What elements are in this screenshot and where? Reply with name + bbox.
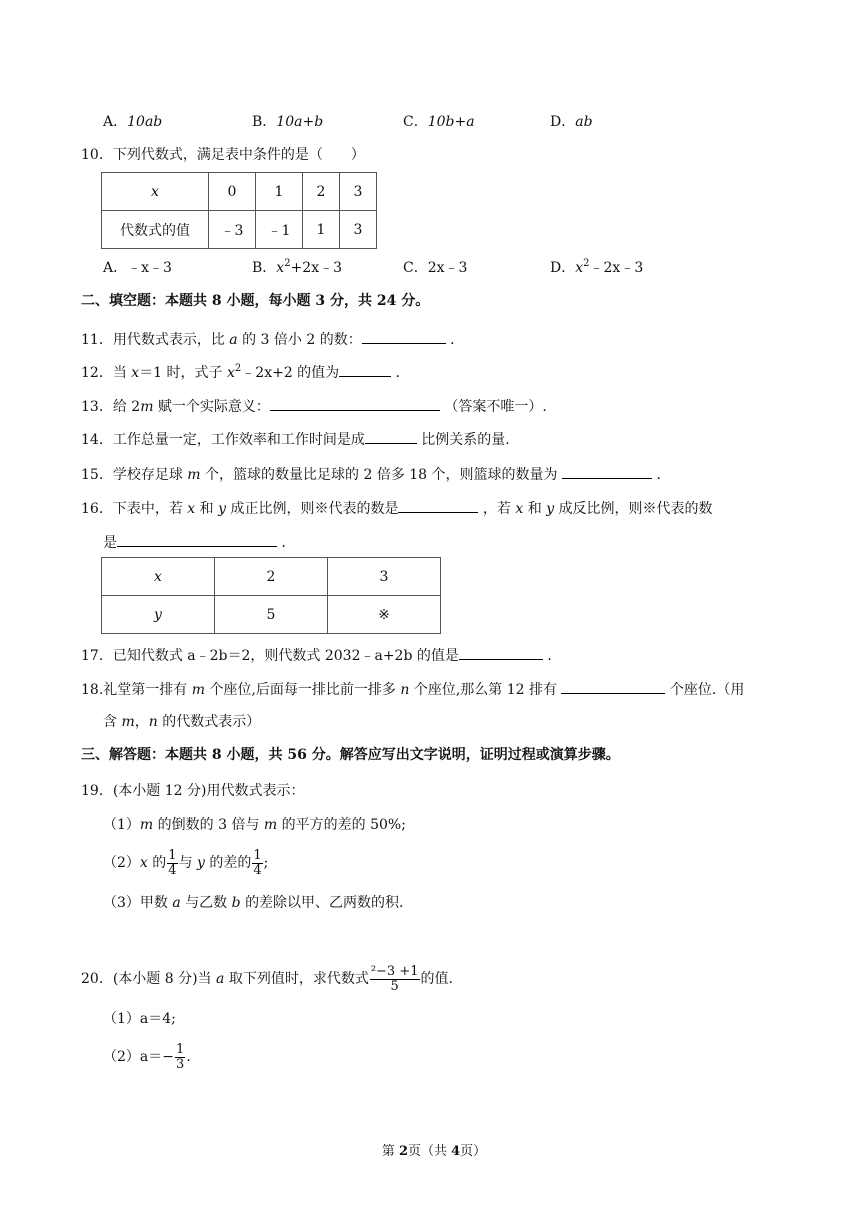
q10-option-c: C．2x﹣3: [403, 260, 468, 276]
q18-line-1: 18.礼堂第一排有 m 个座位,后面每一排比前一排多 n 个座位,那么第 12 排有 个座位.（用: [81, 679, 744, 699]
q14: 14．工作总量一定，工作效率和工作时间是成 比例关系的量.: [81, 429, 510, 449]
q19-part-1: （1）m 的倒数的 3 倍与 m 的平方的差的 50%;: [103, 817, 406, 833]
q10-question: 10．下列代数式，满足表中条件的是（ ）: [81, 147, 365, 163]
table-cell: ﹣3: [209, 211, 256, 249]
table-cell: x: [102, 558, 215, 596]
answer-blank: [561, 679, 665, 694]
q10-option-b: B．$x^2+2x﹣3$: [252, 258, 343, 276]
fraction-one-quarter: $\frac{1}{4}$: [168, 847, 177, 878]
q16-table: [101, 557, 441, 634]
table-cell: x: [102, 173, 209, 211]
q16-line-2: 是 ．: [103, 532, 295, 552]
answer-blank: [398, 498, 478, 513]
table-cell: 2: [303, 173, 340, 211]
table-cell: 1: [256, 173, 303, 211]
q18-line-2: 含 m，n 的代数式表示）: [103, 714, 261, 730]
page-footer: 第 2页（共 4页）: [381, 1144, 487, 1159]
q16-line-1: 16．下表中，若 x 和 y 成正比例，则※代表的数是 ，若 x 和 y 成反比例，则※代表的数: [81, 498, 713, 518]
q17: 17．已知代数式 a﹣2b＝2，则代数式 2032﹣a+2b 的值是 ．: [81, 645, 561, 665]
q20-part-2: （2）a＝− $\frac{1}{3}$ .: [103, 1041, 191, 1072]
fraction-one-quarter: $\frac{1}{4}$: [253, 847, 262, 878]
q19-intro: 19．(本小题 12 分)用代数式表示：: [81, 783, 305, 799]
table-cell: 5: [215, 596, 328, 634]
section-3-title: 三、解答题：本题共 8 小题，共 56 分。解答应写出文字说明，证明过程或演算步骤。: [81, 747, 620, 763]
q10-option-a: A．﹣x﹣3: [103, 260, 172, 276]
q10-table: [101, 172, 377, 249]
q9-option-a: A．10ab: [103, 114, 163, 130]
table-cell: 3: [328, 558, 441, 596]
answer-blank: [459, 645, 543, 660]
answer-blank: [362, 329, 446, 344]
q9-option-c: C．10b+a: [403, 114, 475, 130]
answer-blank: [270, 396, 440, 411]
q9-option-b: B．10a+b: [252, 114, 324, 130]
q19-part-3: （3）甲数 a 与乙数 b 的差除以甲、乙两数的积.: [103, 895, 404, 911]
table-cell: 3: [340, 173, 377, 211]
q15: 15．学校存足球 m 个，篮球的数量比足球的 2 倍多 18 个，则篮球的数量为 ．: [81, 464, 670, 484]
q11: 11．用代数式表示，比 a 的 3 倍小 2 的数： ．: [81, 329, 464, 349]
q20-intro: 20．(本小题 8 分)当 a 取下列值时，求代数式 $\frac{\text{²−3 +1}}{5}$ 的值.: [81, 963, 453, 994]
table-cell: 代数式的值: [102, 211, 209, 249]
answer-blank: [365, 429, 417, 444]
answer-blank: [117, 532, 277, 547]
table-cell: 2: [215, 558, 328, 596]
q12: 12．当 x＝1 时，式子 $x^2﹣2x+2$ 的值为 ．: [81, 363, 410, 381]
answer-blank: [339, 362, 391, 377]
section-2-title: 二、填空题：本题共 8 小题，每小题 3 分，共 24 分。: [81, 293, 430, 309]
table-cell: 1: [303, 211, 340, 249]
answer-blank: [562, 464, 652, 479]
table-cell: ﹣1: [256, 211, 303, 249]
q19-part-2: （2）x 的 $\frac{1}{4}$ 与 y 的差的 $\frac{1}{4}$ ;: [103, 847, 269, 878]
q9-option-d: D．ab: [550, 114, 593, 130]
table-cell: 3: [340, 211, 377, 249]
q20-part-1: （1）a＝4;: [103, 1011, 176, 1027]
q10-option-d: D．$x^2﹣2x﹣3$: [550, 258, 644, 276]
q13: 13．给 2m 赋一个实际意义： （答案不唯一）.: [81, 396, 547, 416]
table-cell: 0: [209, 173, 256, 211]
table-cell: y: [102, 596, 215, 634]
expression-fraction: $\frac{\text{²−3 +1}}{5}$: [370, 963, 419, 994]
fraction-one-third: $\frac{1}{3}$: [175, 1041, 185, 1072]
table-cell: ※: [328, 596, 441, 634]
